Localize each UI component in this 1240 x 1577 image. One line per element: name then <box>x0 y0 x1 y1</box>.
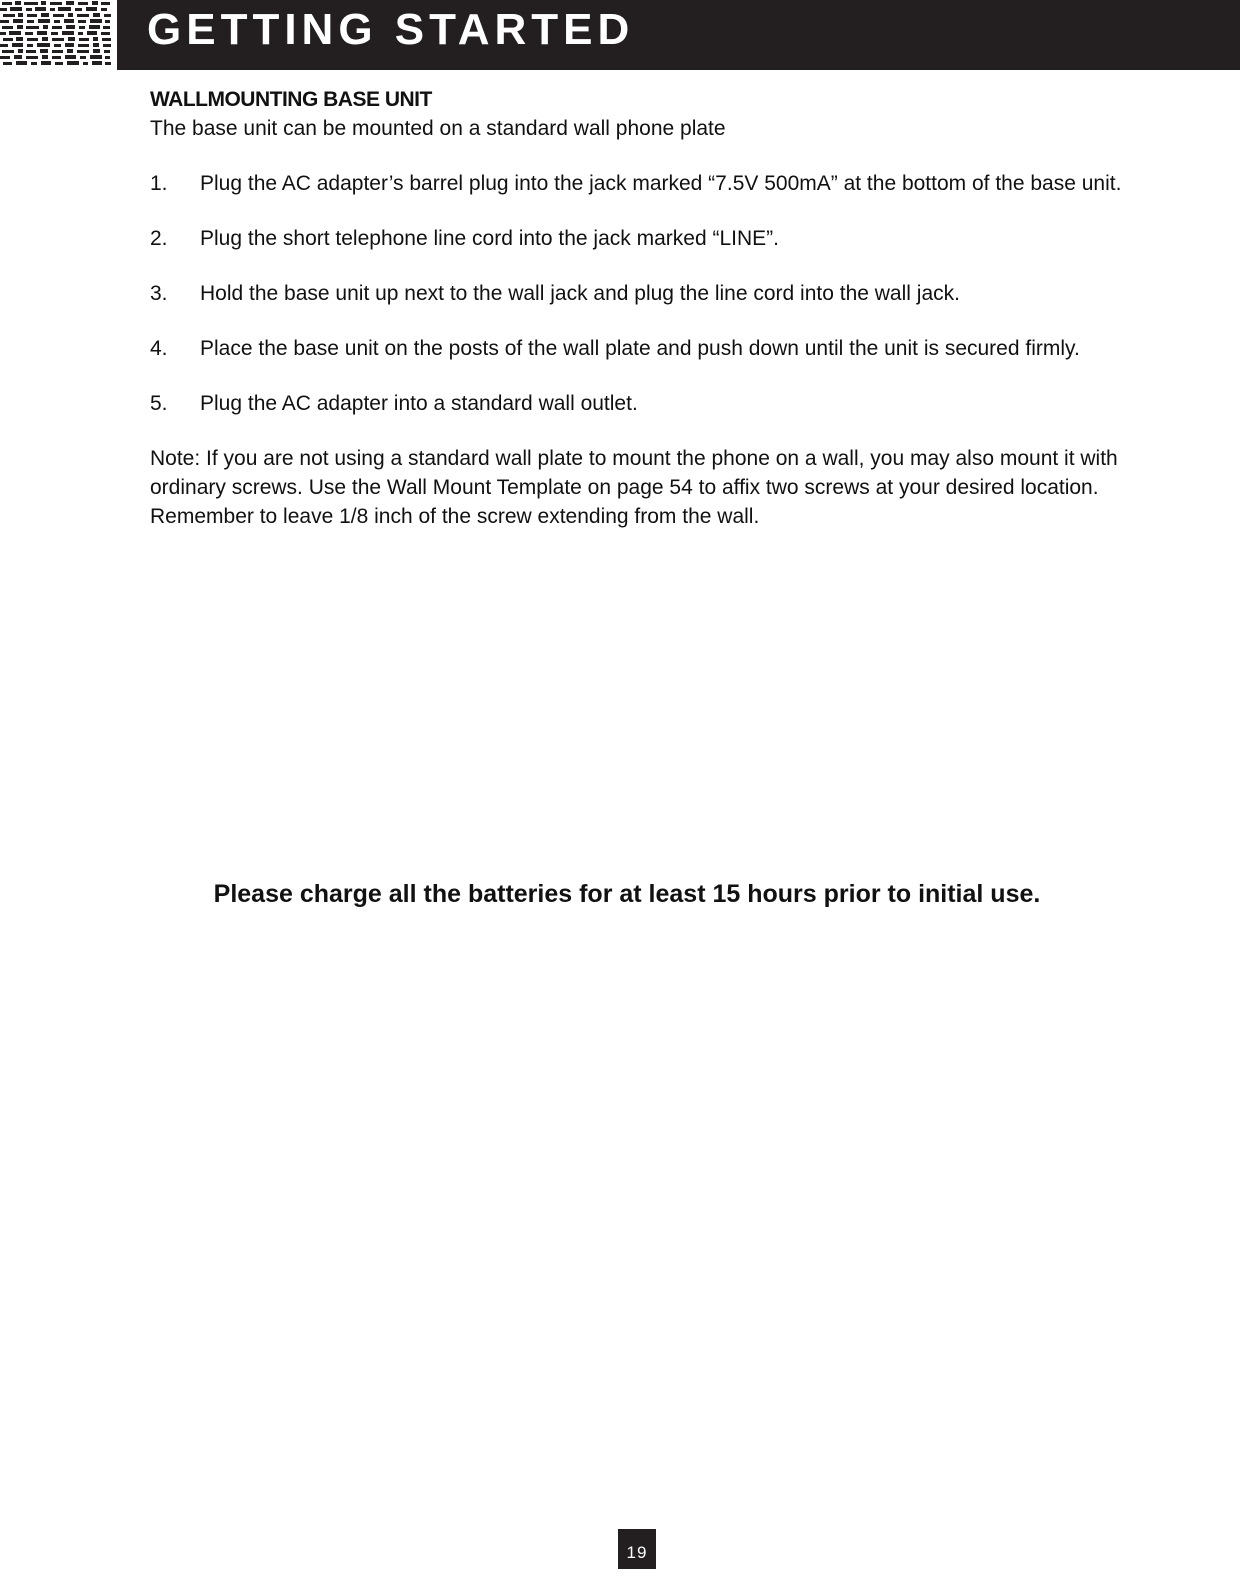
step-item <box>150 389 1130 418</box>
section-intro: The base unit can be mounted on a standard wall phone plate <box>150 117 726 140</box>
step-item <box>150 224 1130 253</box>
step-text: Place the base unit on the posts of the wall plate and push down until the unit is secured firmly. <box>200 337 1080 360</box>
main-content <box>150 86 1130 552</box>
mounting-note: Note: If you are not using a standard wall plate to mount the phone on a wall, you may also mount it with ordinary screws. Use the Wall Mount Template on page 54 to affix two screws at your desired location. Remember to leave 1/8 inch of the screw extending from the wall. <box>150 447 1118 528</box>
step-number: 4. <box>150 337 168 360</box>
decorative-pattern-graphic <box>0 0 112 70</box>
page-title: GETTING STARTED <box>147 5 635 54</box>
section-heading: WALLMOUNTING BASE UNIT <box>150 88 432 111</box>
step-number: 3. <box>150 282 168 305</box>
step-item <box>150 279 1130 308</box>
step-text: Plug the short telephone line cord into the jack marked “LINE”. <box>200 227 779 250</box>
step-text: Plug the AC adapter’s barrel plug into the jack marked “7.5V 500mA” at the bottom of the base unit. <box>200 172 1122 195</box>
step-text: Hold the base unit up next to the wall jack and plug the line cord into the wall jack. <box>200 282 960 305</box>
instruction-steps <box>150 169 1130 418</box>
header-bar <box>117 0 1240 70</box>
step-item <box>150 334 1130 363</box>
step-number: 5. <box>150 392 168 415</box>
step-number: 2. <box>150 227 168 250</box>
step-number: 1. <box>150 172 168 195</box>
step-item <box>150 169 1130 198</box>
charging-reminder: Please charge all the batteries for at least 15 hours prior to initial use. <box>213 880 1041 908</box>
page-number: 19 <box>618 1529 656 1569</box>
step-text: Plug the AC adapter into a standard wall outlet. <box>200 392 638 415</box>
